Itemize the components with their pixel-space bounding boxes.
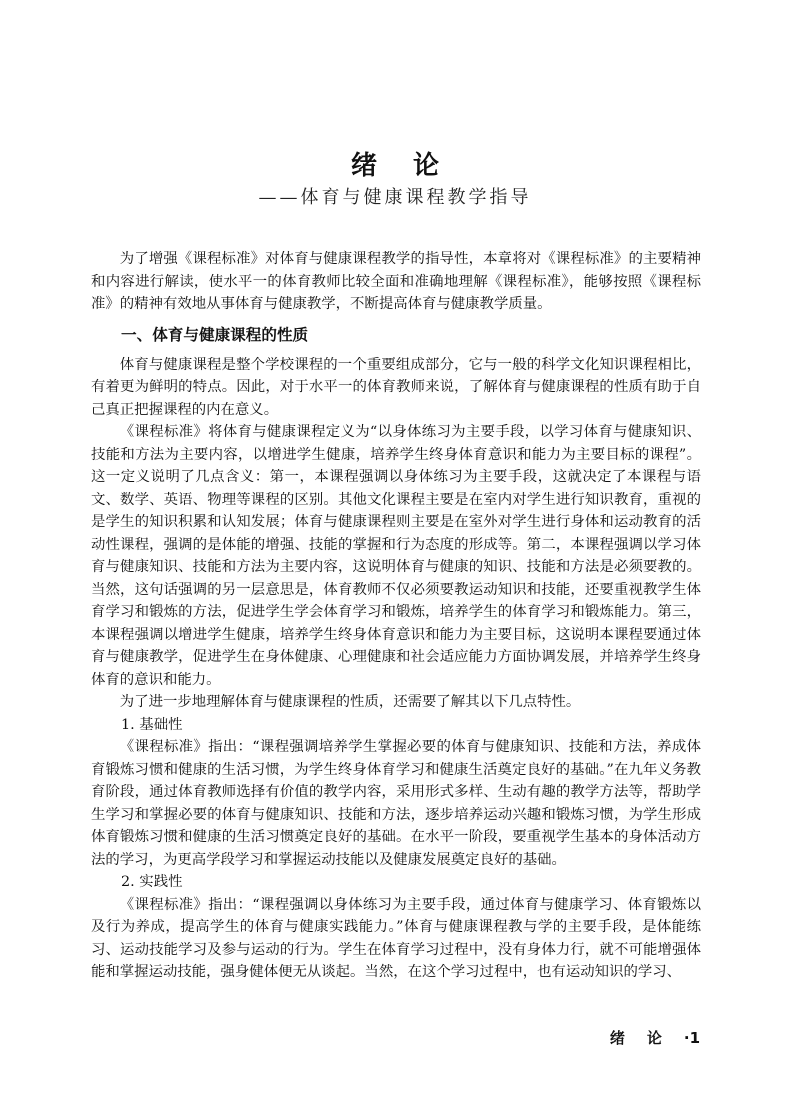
section-paragraph-3: 为了进一步地理解体育与健康课程的性质，还需要了解其以下几点特性。 — [119, 694, 581, 710]
page-number: 1 — [689, 1029, 700, 1047]
section-heading: 一、体育与健康课程的性质 — [121, 324, 309, 344]
page-footer — [610, 1028, 700, 1048]
practice-paragraph: 《课程标准》指出：“课程强调以身体练习为主要手段，通过体育与健康学习、体育锻炼以及行为养成，提高学生的体育与健康实践能力。”体育与健康课程教与学的主要手段，是体能练习、运动技能学习及参与运动的行为。学生在体育学习过程中，没有身体力行，就不可能增强体能和掌握运动技能，强身健体便无从谈起。当然，在这个学习过程中，也有运动知识的学习、 — [91, 896, 701, 980]
basic-paragraph: 《课程标准》指出：“课程强调培养学生掌握必要的体育与健康知识、技能和方法，养成体育锻炼习惯和健康的生活习惯，为学生终身体育学习和健康生活奠定良好的基础。”在九年义务教育阶段，通过体育教师选择有价值的教学内容，采用形式多样、生动有趣的教学方法等，帮助学生学习和掌握必要的体育与健康知识、技能和方法，逐步培养运动兴趣和锻炼习惯，为学生形成体育锻炼习惯和健康的生活习惯奠定良好的基础。在水平一阶段，要重视学生基本的身体活动方法的学习，为更高学段学习和掌握运动技能以及健康发展奠定良好的基础。 — [91, 739, 701, 868]
body-text — [91, 248, 701, 984]
subheading-practice: 2. 实践性 — [121, 874, 183, 890]
footer-chapter: 绪论 — [609, 1029, 684, 1047]
intro-paragraph: 为了增强《课程标准》对体育与健康课程教学的指导性，本章将对《课程标准》的主要精神和内容进行解读，使水平一的体育教师比较全面和准确地理解《课程标准》，能够按照《课程标准》的精神有效地从事体育与健康教学，不断提高体育与健康教学质量。 — [91, 251, 701, 312]
section-paragraph-2: 《课程标准》将体育与健康课程定义为“以身体练习为主要手段，以学习体育与健康知识、技能和方法为主要内容，以增进学生健康，培养学生终身体育意识和能力为主要目标的课程”。这一定义说明了几点含义：第一，本课程强调以身体练习为主要手段，这就决定了本课程与语文、数学、英语、物理等课程的区别。其他文化课程主要是在室内对学生进行知识教育，重视的是学生的知识积累和认知发展；体育与健康课程则主要是在室外对学生进行身体和运动教育的活动性课程，强调的是体能的增强、技能的掌握和行为态度的形成等。第二，本课程强调以学习体育与健康知识、技能和方法为主要内容，这说明体育与健康的知识、技能和方法是必须要教的。当然，这句话强调的另一层意思是，体育教师不仅必须要教运动知识和技能，还要重视教学生体育学习和锻炼的方法，促进学生学会体育学习和锻炼，培养学生的体育学习和锻炼能力。第三，本课程强调以增进学生健康，培养学生终身体育意识和能力为主要目标，这说明本课程要通过体育与健康教学，促进学生在身体健康、心理健康和社会适应能力方面协调发展，并培养学生终身体育的意识和能力。 — [91, 424, 701, 688]
page-subtitle: ——体育与健康课程教学指导 — [258, 187, 532, 208]
page-title: 绪论 — [350, 151, 475, 181]
section-paragraph-1: 体育与健康课程是整个学校课程的一个重要组成部分，它与一般的科学文化知识课程相比，有着更为鲜明的特点。因此，对于水平一的体育教师来说，了解体育与健康课程的性质有助于自己真正把握课程的内在意义。 — [91, 356, 701, 418]
footer-separator: · — [683, 1029, 690, 1047]
subheading-basic: 1. 基础性 — [121, 716, 183, 733]
